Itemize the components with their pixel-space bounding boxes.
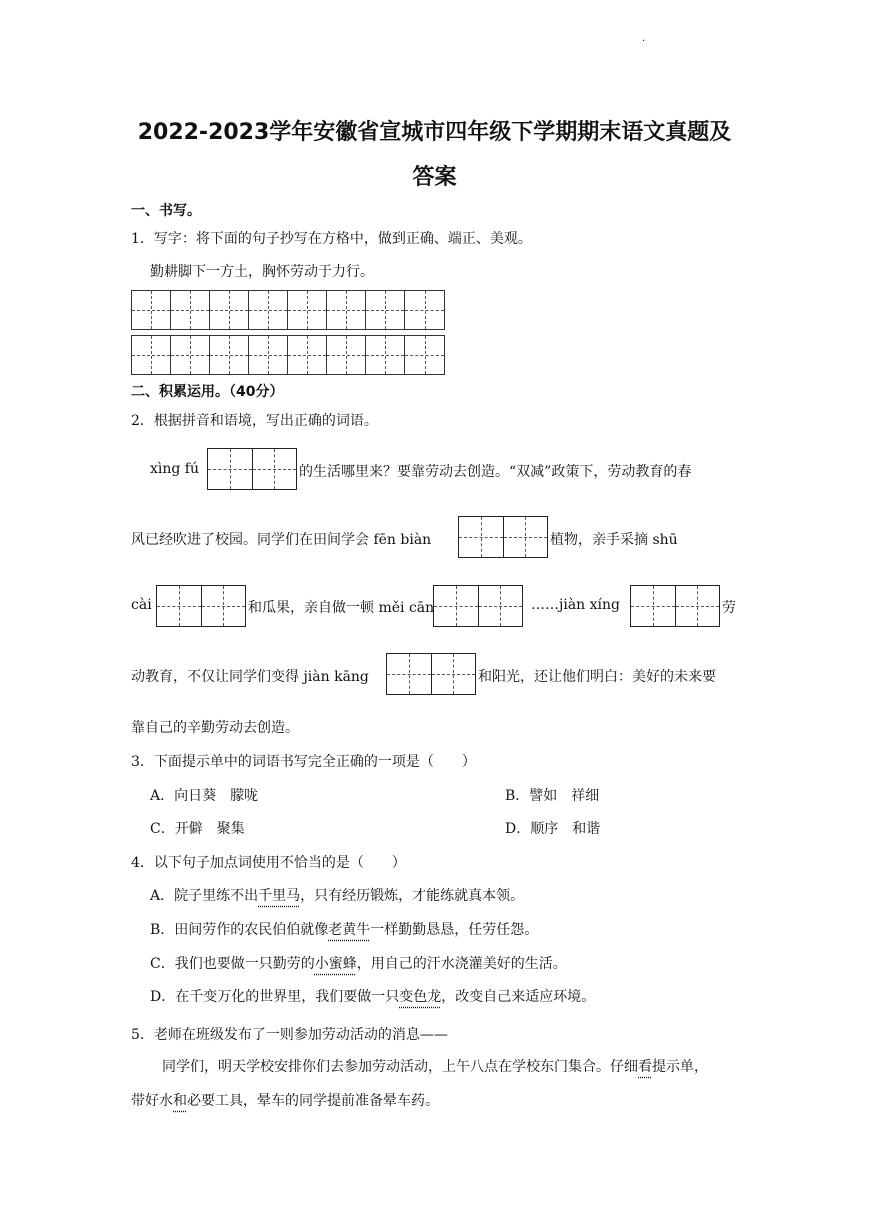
section-1-heading: 一、书写。 [131,203,201,219]
q4-option-d[interactable]: D．在千变万化的世界里，我们要做一只变色龙，改变自己来适应环境。 [150,989,596,1005]
q3-option-c[interactable]: C．开僻 聚集 [150,821,245,837]
q5-emphasis-kan: 看 [638,1059,652,1075]
q4-prompt: 4．以下句子加点词使用不恰当的是（ ） [131,855,406,871]
q1-sentence: 勤耕脚下一方土，胸怀劳动于力行。 [150,264,374,280]
q4-option-b[interactable]: B．田间劳作的农民伯伯就像老黄牛一样勤勤恳恳，任劳任怨。 [150,922,539,938]
answer-box-jiankang[interactable] [386,653,476,695]
q3-prompt: 3．下面提示单中的词语书写完全正确的一项是（ ） [131,754,476,770]
q4-b-emphasis: 老黄牛 [328,922,371,938]
answer-box-fenbian[interactable] [458,516,548,558]
q2-line-2-after: 植物，亲手采摘 shū [550,532,678,548]
q2-pinyin-xingfu: xìng fú [150,461,199,477]
q2-prompt: 2．根据拼音和语境，写出正确的词语。 [131,413,378,429]
q4-option-c[interactable]: C．我们也要做一只勤劳的小蜜蜂，用自己的汗水浇灌美好的生活。 [150,956,567,972]
q4-option-a[interactable]: A．院子里练不出千里马，只有经历锻炼，才能练就真本领。 [150,888,525,904]
q2-line-3-text-2: ……jiàn xíng [531,597,620,613]
q3-option-b[interactable]: B．譬如 祥细 [505,788,600,804]
answer-box-shucai[interactable] [156,585,246,627]
q2-line-5-text: 靠自己的辛勤劳动去创造。 [131,720,299,736]
title-line-2: 答案 [412,165,457,190]
answer-box-xingfu[interactable] [207,448,297,490]
q2-line-1-text: 的生活哪里来？要靠劳动去创造。“双减”政策下，劳动教育的春 [299,464,692,480]
section-2-heading: 二、积累运用。（40分） [131,384,284,400]
q2-line-4-text-2: 和阳光，还让他们明白：美好的未来要 [478,669,716,685]
q2-line-4-text-1: 动教育，不仅让同学们变得 jiàn kāng [131,669,369,685]
answer-box-jianxing[interactable] [630,585,720,627]
q5-notice-line-1: 同学们，明天学校安排你们去参加劳动活动，上午八点在学校东门集合。仔细看提示单， [162,1059,708,1075]
q3-option-d[interactable]: D．顺序 和谐 [505,821,601,837]
q5-prompt: 5．老师在班级发布了一则参加劳动活动的消息—— [131,1027,448,1043]
q4-d-emphasis: 变色龙 [399,989,442,1005]
q2-line-2-text: 风已经吹进了校园。同学们在田间学会 fēn biàn [131,532,432,548]
header-mark: · [642,36,646,47]
q2-pinyin-cai: cài [131,597,152,613]
copy-grid-row-2[interactable] [131,335,445,375]
q5-notice-line-2: 带好水和必要工具，晕车的同学提前准备晕车药。 [131,1093,439,1109]
q2-line-3-text-1: 和瓜果，亲自做一顿 měi cān [248,600,435,616]
q1-prompt: 1．写字：将下面的句子抄写在方格中，做到正确、端正、美观。 [131,231,532,247]
copy-grid-row-1[interactable] [131,290,445,330]
q4-a-emphasis: 千里马 [258,888,301,904]
q5-emphasis-he: 和 [173,1093,187,1109]
q4-c-emphasis: 小蜜蜂 [314,956,357,972]
q2-line-3-text-3: 劳 [722,600,736,616]
answer-box-meican[interactable] [433,585,523,627]
title-line-1: 2022-2023学年安徽省宣城市四年级下学期期末语文真题及 [137,120,732,145]
q3-option-a[interactable]: A．向日葵 朦咙 [150,788,259,804]
